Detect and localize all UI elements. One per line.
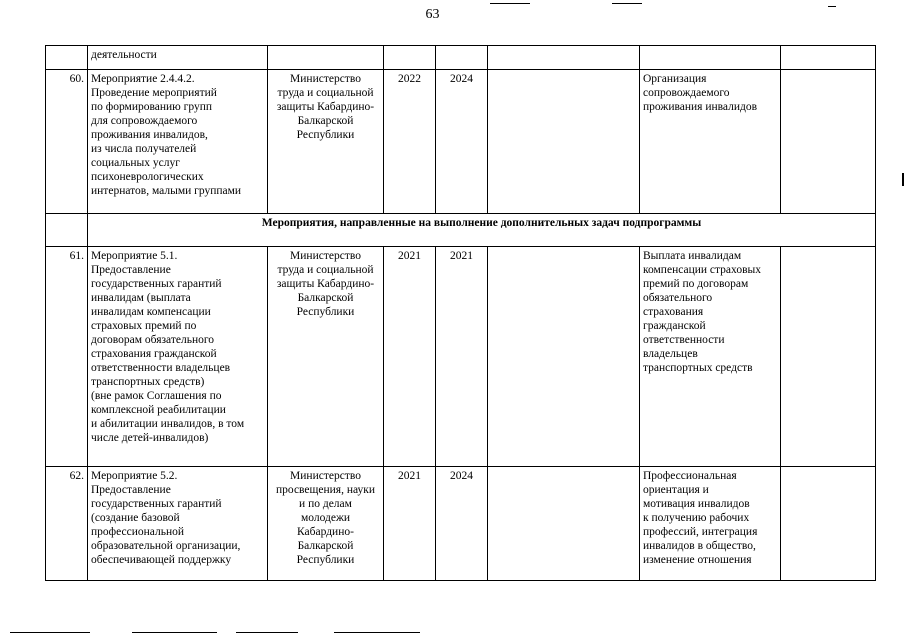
footer-rule <box>132 632 217 633</box>
end-year-cell <box>436 46 488 70</box>
start-year-cell <box>384 46 436 70</box>
empty-cell <box>781 467 876 581</box>
top-edge-mark <box>828 6 836 7</box>
table-row <box>46 247 876 467</box>
section-number-cell <box>46 214 88 247</box>
result-cell <box>640 46 781 70</box>
executor-cell: Министерство просвещения, науки и по делам молодежи Кабардино- Балкарской Республики <box>268 467 384 581</box>
empty-cell <box>488 467 640 581</box>
table-row <box>46 46 876 70</box>
activities-table <box>45 45 876 581</box>
table-row <box>46 467 876 581</box>
start-year-cell: 2021 <box>384 467 436 581</box>
row-number: 62. <box>46 467 88 581</box>
activity-cell: Мероприятие 5.1. Предоставление государственных гарантий инвалидам (выплата инвалидам компенсации страховых премий по договорам обязательного страхования гражданской ответственности владельцев транспортных средств) (вне рамок Соглашения по комплексной реабилитации и абилитации инвалидов, в том числе детей-инвалидов) <box>88 247 268 467</box>
empty-cell <box>781 247 876 467</box>
empty-cell <box>488 70 640 214</box>
activity-cell: Мероприятие 5.2. Предоставление государственных гарантий (создание базовой профессиональной образовательной организации, обеспечивающей поддержку <box>88 467 268 581</box>
footer-rule <box>334 632 420 633</box>
start-year-cell: 2022 <box>384 70 436 214</box>
row-number <box>46 46 88 70</box>
footer-rule <box>236 632 298 633</box>
activity-cell: деятельности <box>88 46 268 70</box>
end-year-cell: 2024 <box>436 70 488 214</box>
start-year-cell: 2021 <box>384 247 436 467</box>
page-number: 63 <box>425 7 440 22</box>
result-cell: Выплата инвалидам компенсации страховых премий по договорам обязательного страхования гражданской ответственности владельцев транспортных средств <box>640 247 781 467</box>
section-row <box>46 214 876 247</box>
margin-mark <box>902 173 904 186</box>
empty-cell <box>781 46 876 70</box>
empty-cell <box>488 247 640 467</box>
footer-rule <box>10 632 90 633</box>
row-number: 60. <box>46 70 88 214</box>
empty-cell <box>781 70 876 214</box>
executor-cell <box>268 46 384 70</box>
activity-cell: Мероприятие 2.4.4.2. Проведение мероприятий по формированию групп для сопровождаемого проживания инвалидов, из числа получателей социальных услуг психоневрологических интернатов, малыми группами <box>88 70 268 214</box>
end-year-cell: 2021 <box>436 247 488 467</box>
empty-cell <box>488 46 640 70</box>
result-cell: Организация сопровождаемого проживания инвалидов <box>640 70 781 214</box>
executor-cell: Министерство труда и социальной защиты Кабардино- Балкарской Республики <box>268 247 384 467</box>
end-year-cell: 2024 <box>436 467 488 581</box>
executor-cell: Министерство труда и социальной защиты Кабардино- Балкарской Республики <box>268 70 384 214</box>
top-edge-mark <box>490 3 530 4</box>
row-number: 61. <box>46 247 88 467</box>
result-cell: Профессиональная ориентация и мотивация инвалидов к получению рабочих профессий, интеграция инвалидов в общество, изменение отношения <box>640 467 781 581</box>
section-title: Мероприятия, направленные на выполнение дополнительных задач подпрограммы <box>88 214 876 247</box>
top-edge-mark <box>612 3 642 4</box>
table-row <box>46 70 876 214</box>
